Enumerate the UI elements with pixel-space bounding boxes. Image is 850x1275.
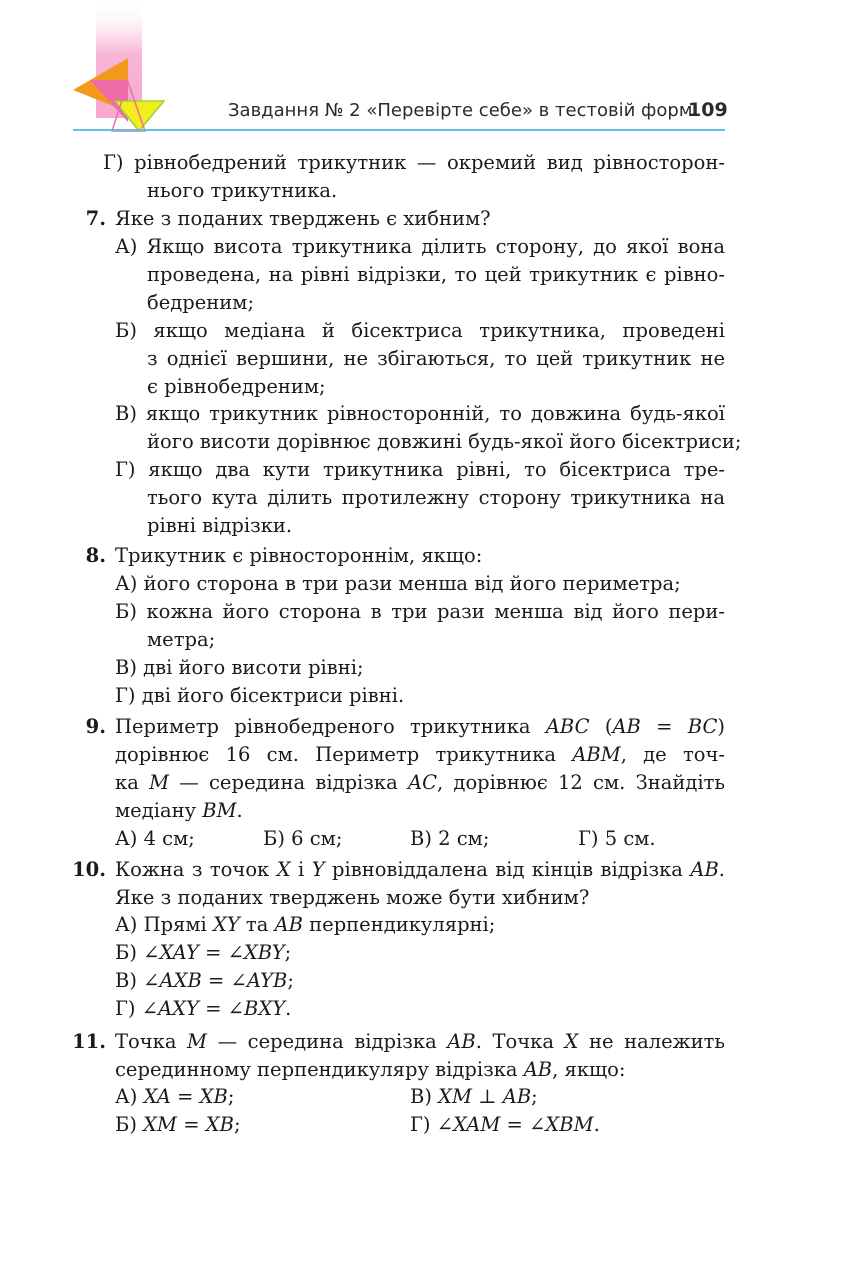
q6-option-g-line1: Г) рівнобедрений трикутник — окремий вид рівносторон- [103, 151, 725, 174]
q10-option-v: В) ∠AXB = ∠AYB; [115, 969, 294, 992]
q8-option-g: Г) дві його бісектриси рівні. [115, 684, 405, 707]
question-number: 11. [72, 1030, 106, 1053]
q10-option-b: Б) ∠XAY = ∠XBY; [115, 941, 292, 964]
q9-option-g: Г) 5 см. [578, 827, 656, 850]
header-divider [73, 129, 725, 131]
q9-text-line3: ка M — середина відрізка AC, дорівнює 12 см. Знайдіть [115, 771, 726, 794]
q11-option-g: Г) ∠XAM = ∠XBM. [410, 1113, 600, 1136]
q8-option-b-line2: метра; [147, 628, 216, 651]
question-number: 8. [85, 544, 106, 567]
q8-option-v: В) дві його висоти рівні; [115, 656, 364, 679]
q7-option-g-line3: рівні відрізки. [147, 514, 293, 537]
q11-option-b: Б) XM = XB; [115, 1113, 241, 1136]
q10-option-g: Г) ∠AXY = ∠BXY. [115, 997, 292, 1020]
q7-option-v-line1: В) якщо трикутник рівносторонній, то довжина будь-якої [115, 402, 725, 425]
question-number: 9. [85, 715, 106, 738]
q7-option-g-line2: тього кута ділить протилежну сторону трикутника на [147, 486, 725, 509]
q7-option-a-line3: бедреним; [147, 291, 255, 314]
question-number: 7. [85, 207, 106, 230]
question-text: Яке з поданих тверджень є хибним? [115, 207, 491, 230]
q10-option-a: А) Прямі XY та AB перпендикулярні; [115, 913, 496, 936]
q9-option-b: Б) 6 см; [263, 827, 343, 850]
q7-option-b-line1: Б) якщо медіана й бісектриса трикутника, проведені [115, 319, 725, 342]
running-header-title: Завдання № 2 «Перевірте себе» в тестовій формі [228, 100, 698, 121]
q9-text-line2: дорівнює 16 см. Периметр трикутника ABM, де точ- [115, 743, 725, 766]
q9-text-line4: медіану BM. [115, 799, 243, 822]
q9-text-line1: Периметр рівнобедреного трикутника ABC (AB = BC) [115, 715, 726, 738]
q7-option-b-line3: є рівнобедреним; [147, 375, 326, 398]
q10-text-line1: Кожна з точок X і Y рівновіддалена від кінців відрізка AB. [115, 858, 725, 881]
q11-text-line2: серединному перпендикуляру відрізка AB, якщо: [115, 1058, 626, 1081]
q7-option-g-line1: Г) якщо два кути трикутника рівні, то бісектриса тре- [115, 458, 725, 481]
q10-text-line2: Яке з поданих тверджень може бути хибним? [115, 886, 590, 909]
q6-option-g-line2: нього трикутника. [147, 179, 338, 202]
q9-option-a: А) 4 см; [115, 827, 195, 850]
q11-text-line1: Точка M — середина відрізка AB. Точка X не належить [115, 1030, 725, 1053]
q7-option-a-line1: А) Якщо висота трикутника ділить сторону, до якої вона [115, 235, 725, 258]
q7-option-b-line2: з однієї вершини, не збігаються, то цей трикутник не [147, 347, 725, 370]
triangles-decoration-icon [70, 0, 170, 135]
q7-option-v-line2: його висоти дорівнює довжині будь-якої його бісектриси; [147, 430, 742, 453]
q11-option-a: А) XA = XB; [115, 1085, 235, 1108]
page-number: 109 [688, 99, 728, 121]
q7-option-a-line2: проведена, на рівні відрізки, то цей трикутник є рівно- [147, 263, 725, 286]
question-number: 10. [72, 858, 106, 881]
q9-option-v: В) 2 см; [410, 827, 490, 850]
q8-option-b-line1: Б) кожна його сторона в три рази менша від його пери- [115, 600, 725, 623]
question-text: Трикутник є рівностороннім, якщо: [115, 544, 483, 567]
q8-option-a: А) його сторона в три рази менша від його периметра; [115, 572, 681, 595]
q11-option-v: В) XM ⊥ AB; [410, 1085, 538, 1108]
